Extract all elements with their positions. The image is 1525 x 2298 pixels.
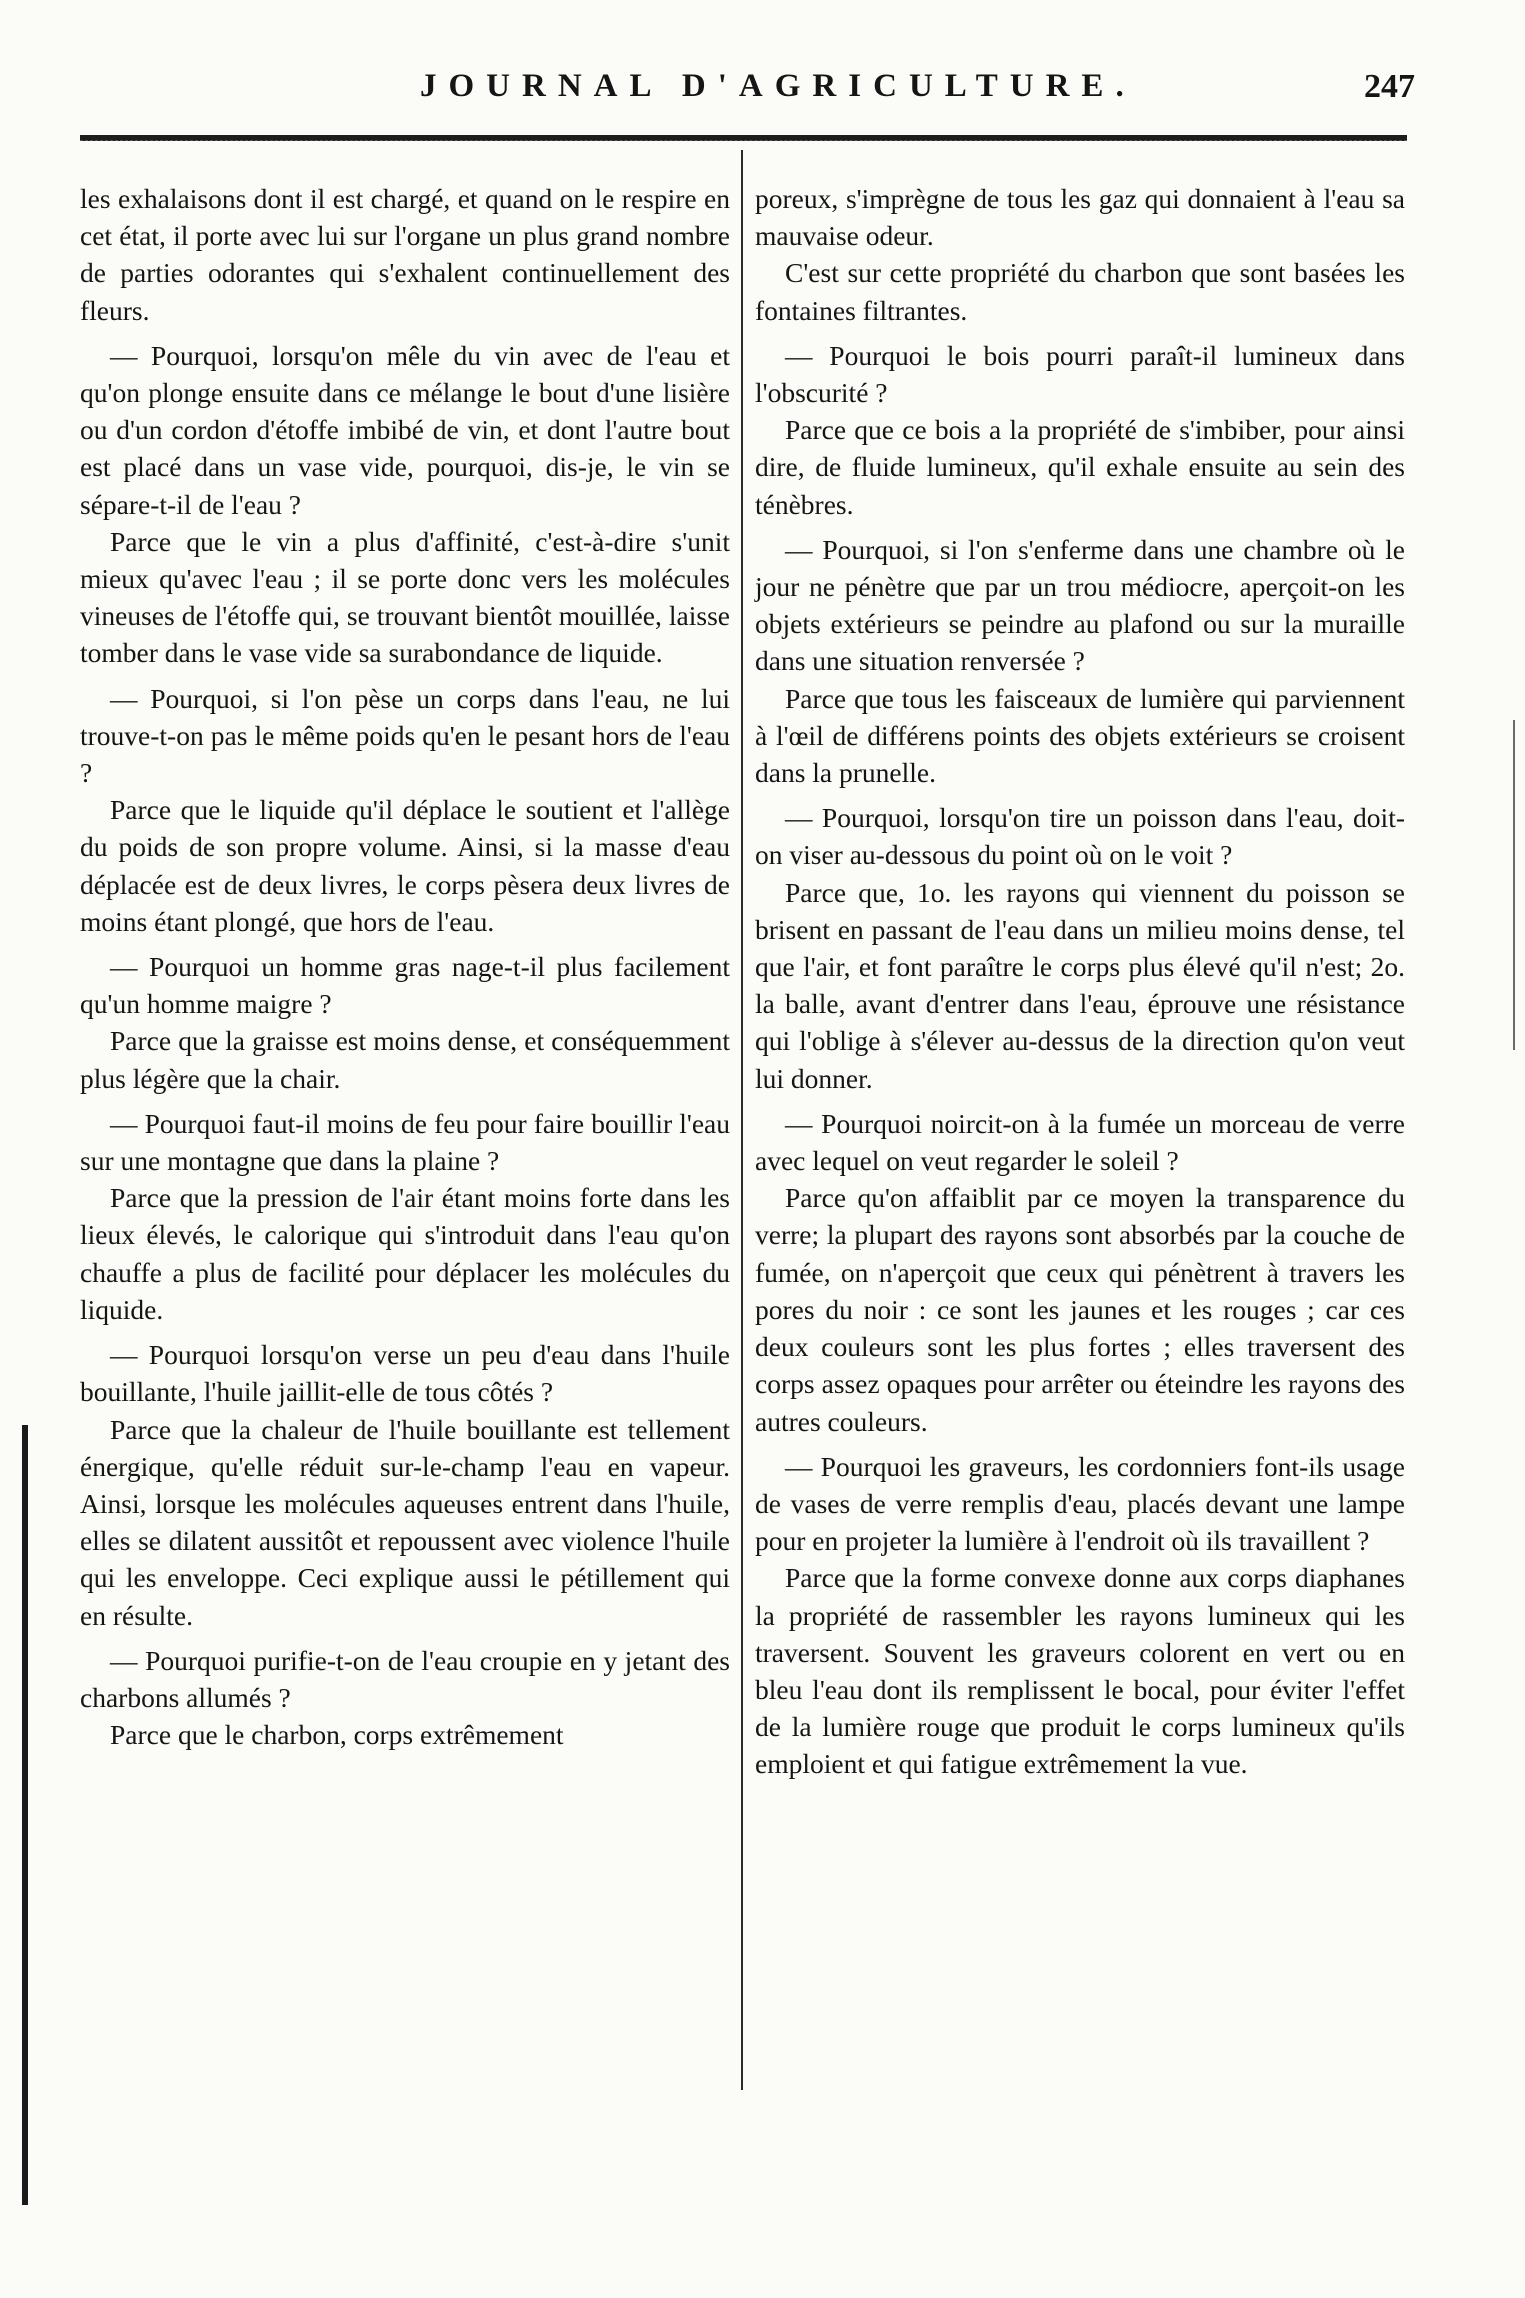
page-number: 247 <box>1364 68 1415 105</box>
answer-paragraph: Parce qu'on affaiblit par ce moyen la transparence du verre; la plupart des rayons sont absorbés par la couche de fumée, on n'aperçoit que ceux qui pénètrent à travers les pores du noir : ce sont les jaunes et les rouges ; car ces deux couleurs sont les plus fortes ; elles traversent des corps assez opaques pour arrêter ou éteindre les rayons des autres couleurs. <box>755 1182 1405 1437</box>
question-paragraph: — Pourquoi un homme gras nage-t-il plus facilement qu'un homme maigre ? <box>80 951 730 1020</box>
question-paragraph: — Pourquoi faut-il moins de feu pour faire bouillir l'eau sur une montagne que dans la plaine ? <box>80 1107 730 1177</box>
question-paragraph: — Pourquoi, si l'on pèse un corps dans l'eau, ne lui trouve-t-on pas le même poids qu'en le pesant hors de l'eau ? <box>80 682 730 789</box>
question-paragraph: — Pourquoi purifie-t-on de l'eau croupie en y jetant des charbons allumés ? <box>80 1644 730 1713</box>
answer-paragraph: Parce que la pression de l'air étant moins forte dans les lieux élevés, le calorique qui s'introduit dans l'eau qu'on chauffe a plus de facilité pour déplacer les molécules du liquide. <box>80 1182 730 1325</box>
question-paragraph: — Pourquoi noircit-on à la fumée un morceau de verre avec lequel on veut regarder le soleil ? <box>755 1107 1405 1177</box>
left-column <box>80 180 730 1753</box>
column-divider <box>741 150 743 2090</box>
answer-paragraph: Parce que le charbon, corps extrêmement <box>110 1719 564 1751</box>
question-paragraph: — Pourquoi, si l'on s'enferme dans une chambre où le jour ne pénètre que par un trou médiocre, aperçoit-on les objets extérieurs se peindre au plafond ou sur la muraille dans une situation renversée ? <box>755 533 1405 677</box>
answer-paragraph: Parce que la forme convexe donne aux corps diaphanes la propriété de rassembler les rayons lumineux qui les traversent. Souvent les graveurs colorent en vert ou en bleu l'eau dont ils remplissent le bocal, pour éviter l'effet de la lumière rouge que produit le corps lumineux qu'ils emploient et qui fatigue extrêmement la vue. <box>755 1562 1405 1780</box>
question-paragraph: — Pourquoi, lorsqu'on tire un poisson dans l'eau, doit-on viser au-dessous du point où on le voit ? <box>755 802 1405 871</box>
header-rule <box>80 135 1407 141</box>
answer-paragraph: C'est sur cette propriété du charbon que sont basées les fontaines filtrantes. <box>755 257 1405 326</box>
question-paragraph: — Pourquoi lorsqu'on verse un peu d'eau dans l'huile bouillante, l'huile jaillit-elle de tous côtés ? <box>80 1339 730 1408</box>
answer-paragraph: Parce que ce bois a la propriété de s'imbiber, pour ainsi dire, de fluide lumineux, qu'il exhale ensuite au sein des ténèbres. <box>755 414 1405 520</box>
right-column <box>755 180 1405 1783</box>
answer-paragraph: Parce que la graisse est moins dense, et conséquemment plus légère que la chair. <box>80 1025 730 1094</box>
paragraph: poreux, s'imprègne de tous les gaz qui donnaient à l'eau sa mauvaise odeur. <box>755 183 1405 252</box>
answer-paragraph: Parce que le liquide qu'il déplace le soutient et l'allège du poids de son propre volume. Ainsi, si la masse d'eau déplacée est de deux livres, le corps pèsera deux livres de moins étant plongé, que hors de l'eau. <box>80 794 730 937</box>
answer-paragraph: Parce que la chaleur de l'huile bouillante est tellement énergique, qu'elle réduit sur-le-champ l'eau en vapeur. Ainsi, lorsque les molécules aqueuses entrent dans l'huile, elles se dilatent aussitôt et repoussent avec violence l'huile qui les enveloppe. Ceci explique aussi le pétillement qui en résulte. <box>80 1413 730 1631</box>
margin-bar <box>22 1425 28 2205</box>
answer-paragraph: Parce que le vin a plus d'affinité, c'est-à-dire s'unit mieux qu'avec l'eau ; il se porte donc vers les molécules vineuses de l'étoffe qui, se trouvant bientôt mouillée, laisse tomber dans le vase vide sa surabondance de liquide. <box>80 525 730 669</box>
answer-paragraph: Parce que, 1o. les rayons qui viennent du poisson se brisent en passant de l'eau dans un milieu moins dense, tel que l'air, et font paraître le corps plus élevé qu'il n'est; 2o. la balle, avant d'entrer dans l'eau, éprouve une résistance qui l'oblige à s'élever au-dessus de la direction qu'on veut lui donner. <box>755 876 1405 1094</box>
answer-paragraph: Parce que tous les faisceaux de lumière qui parviennent à l'œil de différens points des objets extérieurs se croisent dans la prunelle. <box>755 682 1405 789</box>
question-paragraph: — Pourquoi les graveurs, les cordonniers font-ils usage de vases de verre remplis d'eau, placés devant une lampe pour en projeter la lumière à l'endroit où ils travaillent ? <box>755 1450 1405 1557</box>
scan-edge-mark <box>1513 720 1515 1050</box>
question-paragraph: — Pourquoi le bois pourri paraît-il lumineux dans l'obscurité ? <box>755 339 1405 409</box>
question-paragraph: — Pourquoi, lorsqu'on mêle du vin avec de l'eau et qu'on plonge ensuite dans ce mélange le bout d'une lisière ou d'un cordon d'étoffe imbibé de vin, et dont l'autre bout est placé dans un vase vide, pourquoi, dis-je, le vin se sépare-t-il de l'eau ? <box>80 339 730 520</box>
page-header <box>80 62 1415 122</box>
running-title: JOURNAL D'AGRICULTURE. <box>420 68 1136 104</box>
paragraph: les exhalaisons dont il est chargé, et quand on le respire en cet état, il porte avec lui sur l'organe un plus grand nombre de parties odorantes qui s'exhalent continuellement des fleurs. <box>80 183 730 326</box>
